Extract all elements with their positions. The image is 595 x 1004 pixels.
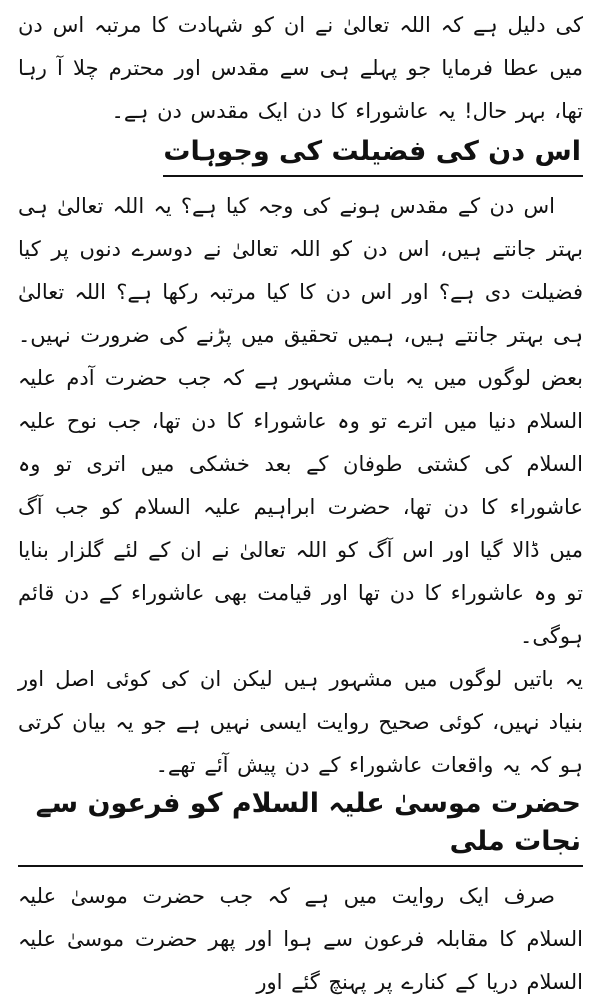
reasons-paragraph: اس دن کے مقدس ہونے کی وجہ کیا ہے؟ یہ اللہ تعالیٰ ہی بہتر جانتے ہیں، اس دن کو اللہ تعالیٰ نے دوسرے دنوں پر کیا فضیلت دی ہے؟ اور اس دن کا کیا مرتبہ رکھا ہے؟ اللہ تعالیٰ ہی بہتر جانتے ہیں، ہمیں تحقیق میں پڑنے کی ضرورت نہیں۔ بعض لوگوں میں یہ بات مشہور ہے کہ جب حضرت آدم علیہ السلام دنیا میں اترے تو وہ عاشوراء کا دن تھا، جب نوح علیہ السلام کی کشتی طوفان کے بعد خشکی میں اتری تو وہ عاشوراء کا دن تھا، حضرت ابراہیم علیہ السلام کو جب آگ میں ڈالا گیا اور اس آگ کو اللہ تعالیٰ نے ان کے لئے گلزار بنایا تو وہ عاشوراء کا دن تھا اور قیامت بھی عاشوراء کے دن قائم ہوگی۔ (18, 194, 583, 648)
section-heading-wrapper (18, 133, 583, 185)
section-heading-musa: حضرت موسیٰ علیہ السلام کو فرعون سے نجات ملی (18, 785, 583, 867)
section-heading-wrapper (18, 785, 583, 875)
intro-paragraph: کی دلیل ہے کہ اللہ تعالیٰ نے ان کو شہادت کا مرتبہ اس دن میں عطا فرمایا جو پہلے ہی سے مقدس اور محترم چلا آ رہا تھا، بہر حال! یہ عاشوراء کا دن ایک مقدس دن ہے۔ (18, 13, 583, 123)
musa-paragraph: صرف ایک روایت میں ہے کہ جب حضرت موسیٰ علیہ السلام کا مقابلہ فرعون سے ہوا اور پھر حضرت موسیٰ علیہ السلام دریا کے کنارے پر پہنچ گئے اور (18, 884, 583, 994)
narrations-paragraph: یہ باتیں لوگوں میں مشہور ہیں لیکن ان کی کوئی اصل اور بنیاد نہیں، کوئی صحیح روایت ایسی نہیں ہے جو یہ بیان کرتی ہو کہ یہ واقعات عاشوراء کے دن پیش آئے تھے۔ (18, 667, 583, 777)
section-heading-virtue: اس دن کی فضیلت کی وجوہات (163, 133, 583, 177)
